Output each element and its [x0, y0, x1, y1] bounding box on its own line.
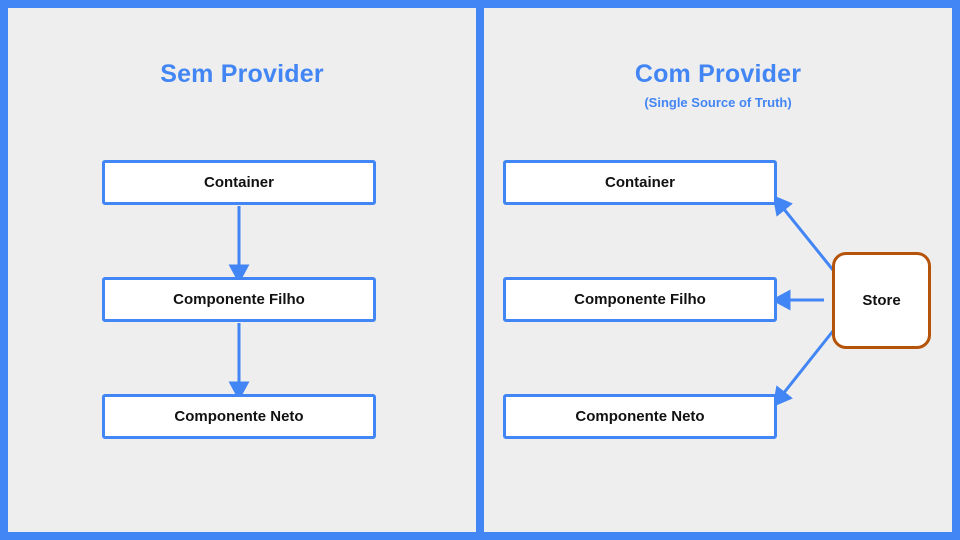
panel-subtitle-right: (Single Source of Truth) [644, 95, 792, 110]
node-label: Componente Filho [574, 291, 706, 308]
node-label: Componente Filho [173, 291, 305, 308]
panel-sem-provider [8, 8, 476, 532]
node-label: Componente Neto [575, 408, 705, 425]
panel-title-left: Sem Provider [160, 60, 324, 88]
node-label: Container [203, 174, 274, 191]
node-left-grandchild[interactable] [102, 394, 376, 439]
panel-title-right: Com Provider [634, 60, 802, 88]
node-right-grandchild[interactable] [503, 394, 777, 439]
node-left-container[interactable] [102, 160, 376, 205]
node-store[interactable] [832, 252, 931, 349]
node-right-child[interactable] [503, 277, 777, 322]
node-label: Componente Neto [174, 408, 304, 425]
node-label: Store [862, 292, 901, 309]
node-left-child[interactable] [102, 277, 376, 322]
node-right-container[interactable] [503, 160, 777, 205]
panel-com-provider [484, 8, 952, 532]
node-label: Container [604, 174, 675, 191]
